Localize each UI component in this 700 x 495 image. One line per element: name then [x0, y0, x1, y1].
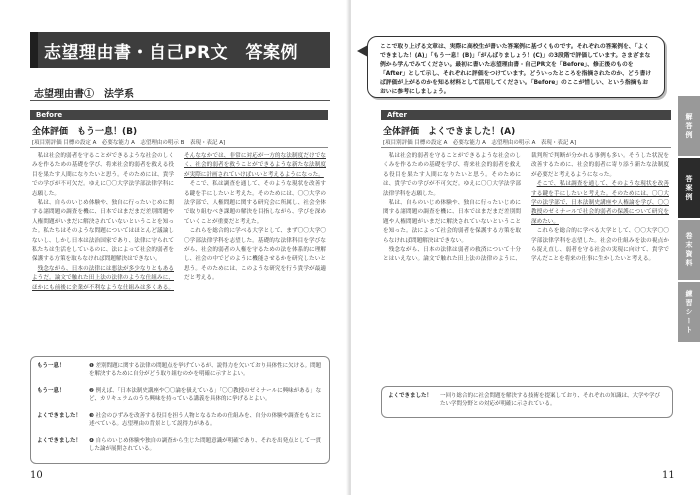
- tab-touanrei[interactable]: 答案例: [678, 158, 700, 218]
- essay-paragraph: 私は、自らのいじめ体験や、独自に行ったいじめに関する諸問題の調査を機に、日本ではまだまだ差別問題や人権問題がいまだに解決されていないということを知った。私たちはそのような問題についてはほとんど議論しないし、しかし日本は法治国家であり、法律に守られて私たちは生活をしているのに、法によって社会的弱者を保護する方策を取らなければ問題解決はできない。: [32, 200, 174, 263]
- section-subtitle: 志望理由書① 法学系: [34, 89, 134, 100]
- comment-label: もう一息！: [37, 363, 65, 369]
- comment-box: [30, 356, 330, 464]
- after-essay: [383, 152, 669, 380]
- page-number-left: 10: [30, 470, 43, 481]
- comment-text: 一回り総合的に社会問題を解決する技術を提案しており、それぞれの知識は、大学や学びたい学問分野との対応が明確に示されている。: [440, 393, 661, 407]
- comment-text: ❸ 社会のひずみを改善する役目を担う人物となるための仕組みを、自分の体験や調査をもとに述べている。志望理由の背景として説得力がある。: [89, 413, 322, 427]
- title-bar: [30, 32, 330, 68]
- before-label: Before: [36, 111, 63, 119]
- essay-paragraph: そこで、私は調査を通して、そのような現状を改善する鍵を手にしたいと考えた。そのためには、〇〇大学の法学部で、日本法制史講座や人権論を学び、〇〇教授のゼミナールで社会的弱者の保護について研究を深めたい。: [531, 181, 669, 225]
- before-evaluation: 全体評価 もう一息！(B): [32, 127, 138, 137]
- comment-label: よくできました！: [37, 438, 82, 444]
- comment-text: ❶ 差別問題に関する法律の問題点を挙げているが、説得力を欠いており具体性に欠ける。問題を解決するために自分がどう取り組むのかを明確に示すとよい。: [89, 363, 322, 377]
- tab-renshuu-sheet[interactable]: 練習シート: [678, 282, 700, 342]
- comment-label: よくできました！: [388, 393, 433, 399]
- intro-text: ここで取り上げる文章は、実際に高校生が書いた答案例に基づくものです。それぞれの答案例を、「よくできました！(A)」「もう一息！(B)」「がんばりましょう！(C)」の3段階で評価しています。さまざまな例から学んでみてください。最初に書いた志望理由書・自己PR文を「Before」、修正後のものを「After」として示し、それぞれに評価をつけています。どういったところを指摘されたのか、どう書けば評価が上がるのかを知る材料として活用してください。「Before」のここが惜しい、という指摘もおおいに参考にしましょう。: [380, 44, 652, 95]
- after-evaluation: 全体評価 よくできました！(A): [383, 127, 516, 137]
- tab-kaitourei[interactable]: 解答例: [678, 96, 700, 156]
- essay-paragraph: 残念ながら、日本の法律には悪法が多少なりともあるようだ。論文で触れた田上法の法律のような仕組みに、ほかにも前後に企業が不利なような仕組みは多くある。そんななかでは、非常に対応が一方的な法制度だけでなく、社会的弱者を救うことができるような新たな法制度が実際に計画されていけばいいと考えるようになった。: [32, 153, 326, 291]
- criteria-rule: [381, 147, 671, 148]
- after-criteria: [項目別評価 目標の設定 A 必要な能力 A 志望理由の明示 A 表現・表記 A]: [383, 140, 577, 146]
- essay-paragraph: 残念ながら、日本の法律は弱者の救済について十分とはいえない。論文で触れた田上法の法律のように、裁判所で判断が分かれる事例も多い。そうした状況を改善するために、社会的弱者に寄り添う新たな法制度が必要だと考えるようになった。: [383, 153, 669, 263]
- criteria-rule: [30, 147, 328, 148]
- title-bar-accent: [30, 32, 38, 68]
- after-panel-header: [381, 110, 671, 120]
- after-label: After: [387, 111, 408, 119]
- page-title: 志望理由書・自己PR文 答案例: [44, 43, 299, 63]
- intro-speech-bubble: [367, 36, 665, 98]
- essay-paragraph: これらを総合的に学べる大学として、まず〇〇大学〇〇学部法律学科を志望した。基礎的な法律科目を学びながら、社会的弱者の人権を守るための法を体系的に理解し、社会の中でどのように機能させるかを研究したいと思う。そのためには、このような研究を行う貴学が最適だと考える。: [184, 228, 326, 282]
- essay-paragraph: そこで、私は調査を通して、そのような現状を改善する鍵を手にしたいと考えた。そのためには、〇〇大学の法学部で、人権問題に関する研究会に所属し、社会全体で取り組むべき課題の解決を目指しながら、学びを深めていくことが重要だと考えた。: [184, 181, 326, 225]
- page-number-right: 11: [662, 470, 675, 481]
- comment-text: ❷ 例えば、「日本法制史講座や〇〇論を扱えている」「〇〇教授のゼミナールに興味がある」など、カリキュラムのうち興味を持っている講義を具体的に挙げるとよい。: [89, 388, 322, 402]
- comment-label: もう一息！: [37, 388, 65, 394]
- before-criteria: [項目別評価 目標の設定 A 必要な能力 A 志望理由の明示 B 表現・表記 A]: [32, 140, 226, 146]
- before-panel-header: [30, 110, 328, 120]
- essay-paragraph: 私は、自らのいじめ体験や、独自に行ったいじめに関する諸問題の調査を機に、日本ではまだまだ差別問題や人権問題がいまだに解決されていないということを知った。法によって社会的弱者を保護する方策を取らなければ問題解決はできない。: [383, 200, 521, 244]
- essay-paragraph: 私は社会的弱者を守ることができるような社会のしくみを作るための基礎を学び、将来社会的弱者を救える役目を果たす人間になりたいと思う。そのためには、貴学での学びが不可欠だ。ゆえに〇〇大学法学部法律学科を志願した。: [383, 153, 521, 197]
- essay-paragraph: 私は社会的弱者を守ることができるような社会のしくみを作るための基礎を学び、将来社会的弱者を救える役目を果たす人間になりたいと思う。そのためには、貴学での学びが不可欠だ。ゆえに〇〇大学法学部法律学科に志願した。: [32, 153, 174, 197]
- subtitle-rule: [30, 100, 330, 101]
- bubble-tail: [357, 45, 368, 57]
- before-essay: [32, 152, 326, 348]
- essay-paragraph: これらを総合的に学べる大学として、〇〇大学〇〇学部法律学科を志望した。社会の仕組みを法の視点から捉え直し、弱者を守る社会の実現に向けて、貴学で学んだことを将来の仕事に生かしたいと考える。: [531, 228, 669, 263]
- comment-label: よくできました！: [37, 413, 82, 419]
- after-comment-box: [381, 386, 673, 418]
- tab-kanmatsu-shiryou[interactable]: 巻末資料: [678, 220, 700, 280]
- comment-text: ❹ 自らのいじめ体験や独自の調査から生じた問題意識が明確であり、それを出発点として一貫した論が展開されている。: [89, 438, 322, 452]
- left-page: [0, 0, 349, 495]
